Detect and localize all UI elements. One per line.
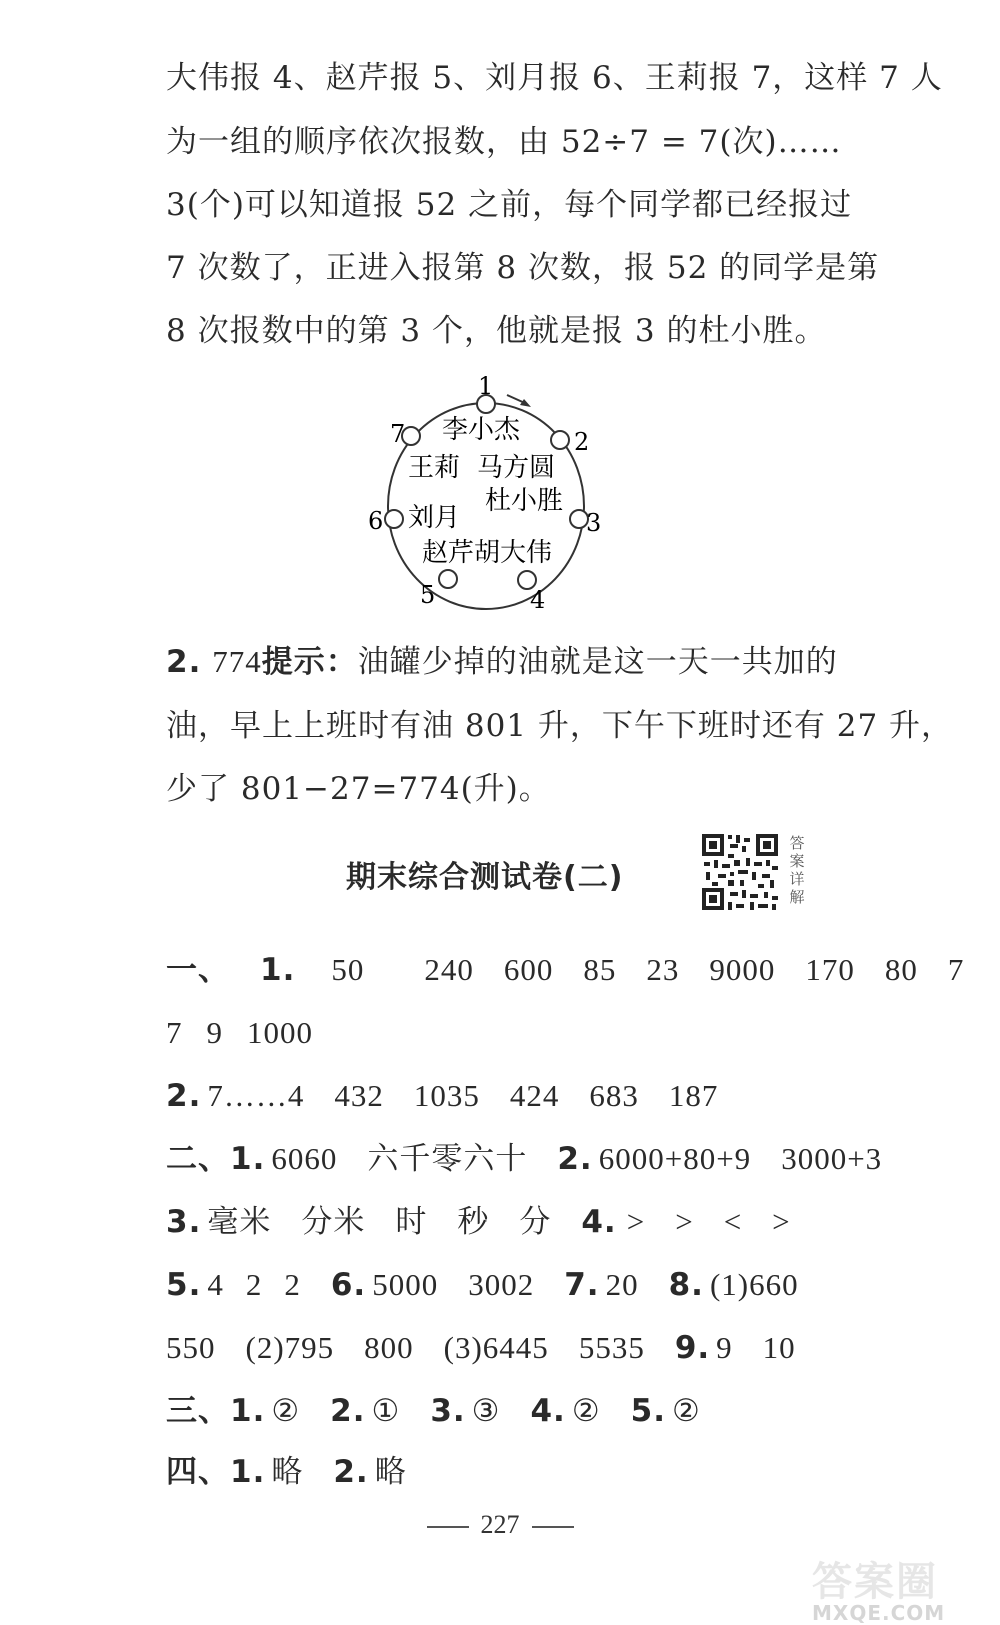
answer-value: 5000 [372,1267,439,1302]
section-prefix: 四、 [166,1454,230,1490]
text-line: 少了 801−27=774(升)。 [166,771,551,807]
question-number: 6. [330,1267,367,1303]
answer-value: 9 [716,1330,733,1365]
page-number-dash [532,1526,574,1528]
answer-value: 240 [424,952,474,987]
position-number: 2 [574,428,590,456]
answer-value: > [626,1204,646,1239]
page-number-value: 227 [480,1510,520,1539]
answer-value: 分米 [301,1204,366,1239]
answer-value: 毫米 [207,1204,272,1239]
name-label: 杜小胜 [485,486,564,516]
answer-value: 3000+3 [781,1141,883,1176]
answer-value: ② [671,1393,701,1428]
answer-value: 2 [284,1267,301,1302]
text-line: 7 次数了，正进入报第 8 次数，报 52 的同学是第 [166,250,880,286]
name-label: 刘月 [408,503,461,533]
answer-value: 7……4 [207,1078,305,1113]
answer-value: 424 [509,1078,560,1113]
answer-value: 分 [519,1204,552,1239]
answer-value: 170 [805,952,855,987]
position-marker [551,431,569,449]
position-marker [439,570,457,588]
name-label: 赵芹胡大伟 [422,538,553,568]
answer-row [166,1076,834,1116]
qr-caption: 答案详解 [789,834,805,906]
answer-value: 7 [947,952,965,987]
answer-value: (1)660 [709,1267,799,1302]
answer-value: 9 [206,1015,223,1050]
watermark [812,1550,982,1625]
q2-line1 [166,642,838,682]
question-number: 9. [674,1330,711,1366]
text-line: 油，早上上班时有油 801 升，下午下班时还有 27 升， [166,708,954,744]
answer-value: 6000+80+9 [598,1141,752,1176]
qr-code-icon[interactable] [700,832,780,912]
section-title: 期末综合测试卷(二) [346,860,624,895]
name-label: 李小杰 [442,415,521,445]
answer-value: 时 [395,1204,428,1239]
position-number: 6 [368,507,384,535]
text-line: 8 次报数中的第 3 个，他就是报 3 的杜小胜。 [166,313,827,349]
question-number: 2. [166,1078,202,1114]
answer-value: 20 [605,1267,639,1302]
answer-row [166,1328,834,1368]
seating-circle-diagram [360,368,620,613]
position-number: 3 [586,509,602,537]
answer-value: 略 [271,1454,304,1489]
question-number: 2. [330,1393,366,1429]
section-prefix: 二、 [166,1141,230,1177]
answer-value: ③ [471,1393,501,1428]
answer-row [166,1202,834,1242]
answer-value: 3002 [468,1267,535,1302]
answer-value: (3)6445 [443,1330,549,1365]
answer-value: 550 [166,1330,216,1365]
q2-number: 2. [166,644,202,680]
answer-value: 4 [207,1267,224,1302]
answer-value: ② [271,1393,301,1428]
position-marker [385,510,403,528]
section-prefix: 一、 [166,952,230,988]
answer-value: 683 [589,1078,639,1113]
answer-value: 秒 [457,1204,490,1239]
answer-value: 80 [884,952,918,987]
answer-row [166,1139,883,1179]
position-number: 1 [478,372,494,400]
name-label: 马方圆 [477,453,556,483]
answer-value: 432 [334,1078,384,1113]
question-number: 4. [530,1393,566,1429]
question-number: 1. [260,952,296,988]
section-prefix: 三、 [166,1393,230,1429]
answer-value: 7 [166,1015,183,1050]
answer-value: 2 [245,1267,263,1302]
answer-row [166,950,965,990]
answer-value: > [675,1204,694,1239]
arrow-head [520,399,531,407]
position-number: 4 [530,586,546,613]
position-number: 5 [420,581,436,609]
answer-value: 10 [762,1330,796,1365]
watermark-text: 答案圈 [812,1559,938,1605]
q2-answer: 774 [212,644,262,679]
answer-value: 六千零六十 [367,1141,528,1176]
answer-value: (2)795 [245,1330,335,1365]
question-number: 8. [668,1267,704,1303]
question-number: 4. [581,1204,617,1240]
answer-value: 85 [583,952,617,987]
page-number [0,1510,1000,1540]
answer-value: 1000 [247,1015,313,1050]
answer-value: 50 [331,952,365,987]
question-number: 1. [230,1141,266,1177]
question-number: 3. [430,1393,466,1429]
answer-value: > [772,1204,791,1239]
answer-value: < [723,1204,743,1239]
answer-value: 187 [668,1078,719,1113]
text-line: 3(个)可以知道报 52 之前，每个同学都已经报过 [166,187,853,223]
question-number: 5. [630,1393,666,1429]
answer-value: 600 [503,952,554,987]
hint-label: 提示： [261,644,358,680]
answer-value: 800 [364,1330,414,1365]
question-number: 3. [166,1204,202,1240]
question-number: 2. [557,1141,593,1177]
position-number: 7 [390,420,406,448]
answer-value: 略 [374,1454,407,1489]
answer-row [166,1391,834,1431]
text-line: 大伟报 4、赵芹报 5、刘月报 6、王莉报 7，这样 7 人 [166,60,943,96]
answer-row [166,1452,834,1492]
hint-text: 油罐少掉的油就是这一天一共加的 [357,644,838,680]
answer-row [166,1265,834,1305]
answer-value: 1035 [413,1078,480,1113]
text-line: 为一组的顺序依次报数，由 52÷7 = 7(次)…… [166,124,842,160]
answer-value: 6060 [271,1141,338,1176]
question-number: 2. [333,1454,369,1490]
answer-value: 9000 [709,952,776,987]
answer-value: ② [571,1393,601,1428]
watermark-url: MXQE.COM [812,1601,946,1625]
answer-row [166,1013,834,1053]
answer-value: 5535 [578,1330,645,1365]
question-number: 1. [230,1393,266,1429]
question-number: 7. [564,1267,600,1303]
name-label: 王莉 [408,453,461,483]
question-number: 5. [166,1267,202,1303]
page-number-dash [427,1526,469,1528]
answer-value: 23 [646,952,680,987]
question-number: 1. [230,1454,266,1490]
answer-value: ① [371,1393,401,1428]
